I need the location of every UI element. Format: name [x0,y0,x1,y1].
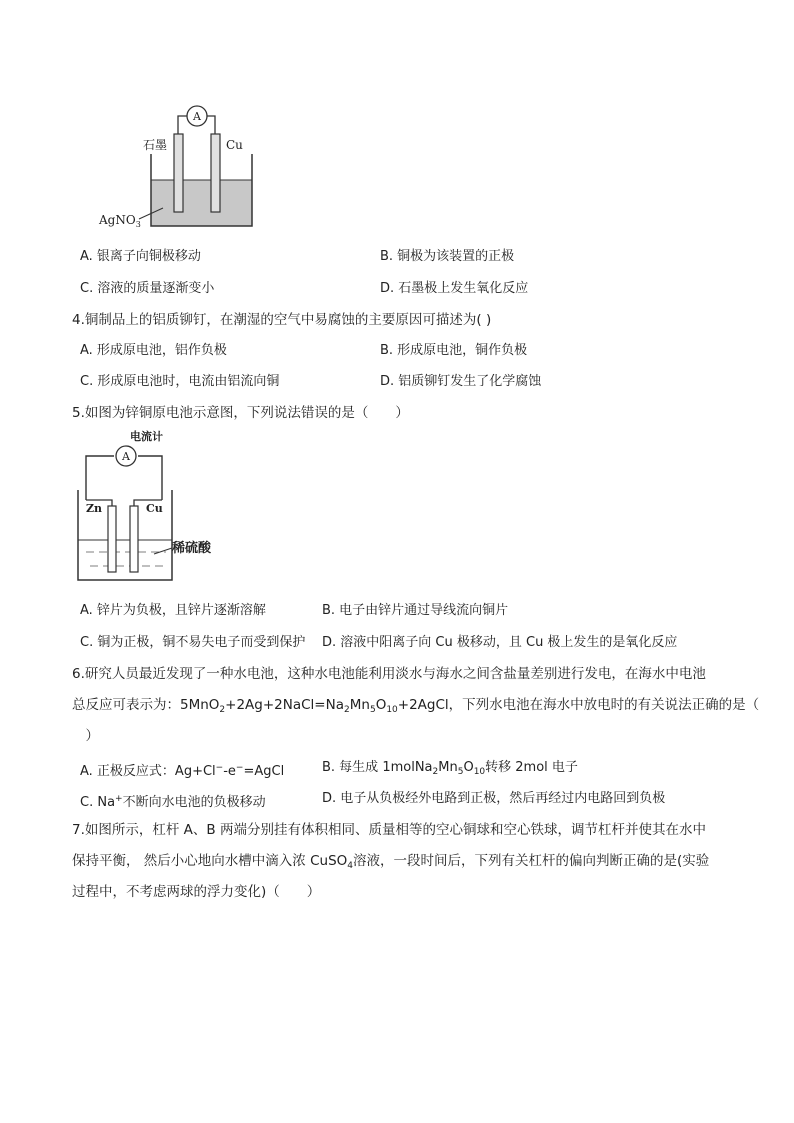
q5-option-d: D. 溶液中阳离子向 Cu 极移动，且 Cu 极上发生的是氧化反应 [322,635,678,650]
graphite-electrode [174,134,183,212]
figure-zn-cu-cell [72,428,247,588]
q7-stem-line1: 7.如图所示，杠杆 A、B 两端分别挂有体积相同、质量相等的空心铜球和空心铁球，调节杠杆并使其在水中 [72,822,706,838]
q6-stem-line3: ） [72,728,99,744]
q6-option-a: A. 正极反应式：Ag+Cl−-e−=AgCl [80,763,285,779]
q3-option-d: D. 石墨极上发生氧化反应 [380,281,529,296]
q7-stem-line2: 保持平衡， 然后小心地向水槽中滴入浓 CuSO$_4$溶液，一段时间后，下列有关杠杆的偏向判断正确的是(实验 [72,853,710,871]
q4-option-b: B. 形成原电池，铜作负极 [380,343,528,358]
wire-right [207,116,215,134]
q4-option-d: D. 铝质铆钉发生了化学腐蚀 [380,374,542,389]
ammeter-label: A [193,110,201,123]
q5-option-a: A. 锌片为负极，且锌片逐渐溶解 [80,603,266,618]
zn-label: Zn [86,502,103,515]
wire-right [138,456,162,500]
acid-label: 稀硫酸 [172,541,212,556]
q7-stem-line3: 过程中，不考虑两球的浮力变化)（ ） [72,884,321,900]
figure-graphite-cu-cell [95,96,265,236]
q3-option-b: B. 铜极为该装置的正极 [380,249,515,264]
q3-option-a: A. 银离子向铜极移动 [80,249,201,264]
copper-electrode [130,506,138,572]
acid-pointer [154,548,172,554]
wire-left [178,116,187,134]
wire-left [86,456,114,500]
ammeter-label: A [122,450,130,463]
q5-stem: 5.如图为锌铜原电池示意图，下列说法错误的是（ ） [72,405,409,421]
q6-stem-line1: 6.研究人员最近发现了一种水电池，这种水电池能利用淡水与海水之间含盐量差别进行发电，在海水中电池 [72,666,706,682]
q6-option-d: D. 电子从负极经外电路到正极，然后再经过内电路回到负极 [322,791,666,806]
q6-option-c: C. Na+不断向水电池的负极移动 [80,794,266,810]
copper-electrode [211,134,220,212]
q5-option-c: C. 铜为正极，铜不易失电子而受到保护 [80,635,306,650]
meter-name-label: 电流计 [130,430,163,443]
agno3-label: AgNO$_3$ [99,213,141,229]
solution-fill [151,180,252,226]
graphite-label: 石墨 [143,138,168,152]
q6-stem-line2: 总反应可表示为：$5MnO_2+2Ag+2NaCl=Na_2Mn_5O_{10}+2AgCl$，下列水电池在海水中放电时的有关说法正确的是（ [72,697,760,715]
cu-label: Cu [226,138,243,152]
zinc-electrode [108,506,116,572]
cu-label: Cu [146,502,163,515]
q6-option-b: B. 每生成 $1molNa_2Mn_5O_{10}$转移 2mol 电子 [322,760,578,777]
q4-stem: 4.铜制品上的铝质铆钉，在潮湿的空气中易腐蚀的主要原因可描述为( ) [72,312,492,328]
q5-option-b: B. 电子由锌片通过导线流向铜片 [322,603,509,618]
q3-option-c: C. 溶液的质量逐渐变小 [80,281,215,296]
q4-option-a: A. 形成原电池，铝作负极 [80,343,227,358]
q4-option-c: C. 形成原电池时，电流由铝流向铜 [80,374,280,389]
